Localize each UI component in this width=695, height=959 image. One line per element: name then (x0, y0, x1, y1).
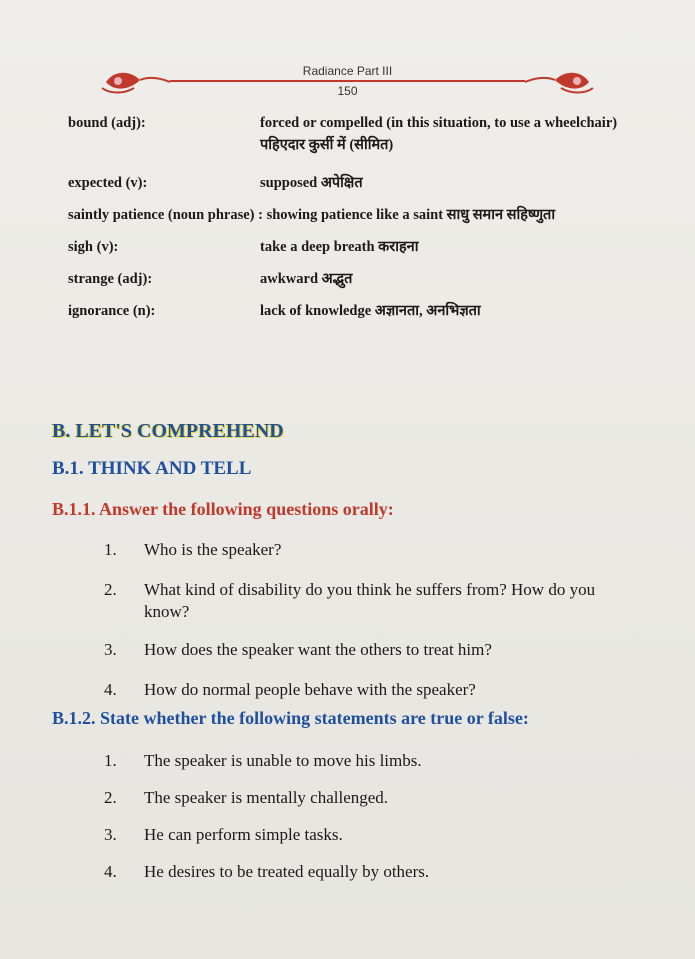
glossary-definition: lack of knowledge अज्ञानता, अनभिज्ञता (260, 303, 481, 319)
item-text: He desires to be treated equally by others. (144, 862, 430, 881)
header-rule (170, 80, 525, 82)
item-number: 3. (104, 640, 117, 659)
item-number: 4. (104, 680, 117, 699)
glossary-row (68, 172, 648, 204)
list-item (104, 639, 624, 679)
item-text: He can perform simple tasks. (144, 825, 343, 844)
list-item (104, 824, 624, 861)
item-text: Who is the speaker? (144, 540, 282, 559)
item-number: 4. (104, 862, 117, 881)
glossary-term: sigh (v): (68, 239, 119, 255)
glossary-term: strange (adj): (68, 271, 153, 287)
true-false-list (104, 750, 624, 898)
item-text: What kind of disability do you think he suffers from? How do you know? (144, 580, 596, 621)
sub-section-title: B.1. THINK AND TELL (52, 458, 252, 479)
glossary-definition: take a deep breath कराहना (260, 239, 419, 255)
question-heading-true-false: B.1.2. State whether the following statements are true or false: (52, 708, 529, 728)
glossary-definition: saintly patience (noun phrase) : showing patience like a saint साधु समान सहिष्णुता (68, 207, 556, 223)
list-item (104, 750, 624, 787)
item-number: 3. (104, 825, 117, 844)
glossary-term: ignorance (n): (68, 303, 156, 319)
item-text: How does the speaker want the others to treat him? (144, 640, 492, 659)
oral-questions-list (104, 539, 624, 709)
list-item (104, 861, 624, 898)
glossary-definition: supposed अपेक्षित (260, 175, 363, 191)
item-number: 2. (104, 580, 117, 599)
glossary-row (68, 268, 648, 300)
item-text: The speaker is unable to move his limbs. (144, 751, 422, 770)
glossary-list (68, 112, 648, 332)
page-header (100, 62, 595, 102)
glossary-definition: forced or compelled (in this situation, to use a wheelchair) पहिएदार कुर्सी में (सीमित) (260, 115, 618, 153)
book-title: Radiance Part III (302, 64, 393, 78)
list-item (104, 787, 624, 824)
question-heading-oral: B.1.1. Answer the following questions orally: (52, 499, 394, 519)
glossary-term: bound (adj): (68, 115, 146, 131)
glossary-term: expected (v): (68, 175, 148, 191)
item-number: 1. (104, 751, 117, 770)
item-number: 1. (104, 540, 117, 559)
glossary-row (68, 204, 648, 236)
list-item (104, 539, 624, 579)
glossary-row (68, 300, 648, 332)
item-text: How do normal people behave with the speaker? (144, 680, 476, 699)
glossary-row (68, 112, 648, 172)
glossary-row (68, 236, 648, 268)
list-item (104, 579, 624, 639)
section-title: B. LET'S COMPREHEND (52, 420, 284, 442)
glossary-definition: awkward अद्भुत (260, 271, 353, 287)
item-number: 2. (104, 788, 117, 807)
list-item (104, 679, 624, 709)
page-number: 150 (337, 84, 358, 98)
item-text: The speaker is mentally challenged. (144, 788, 389, 807)
